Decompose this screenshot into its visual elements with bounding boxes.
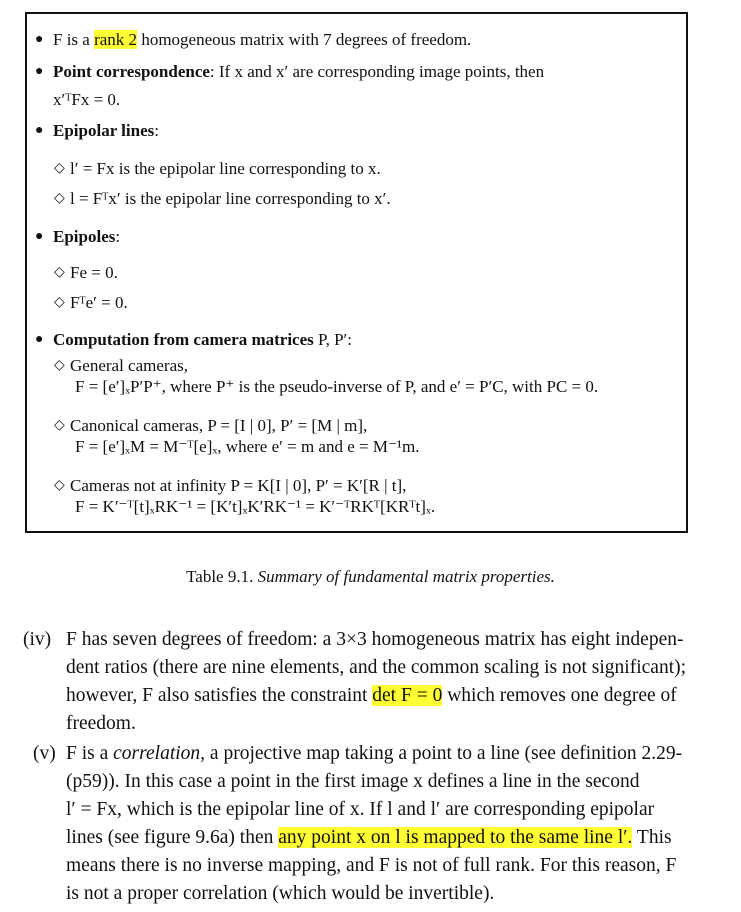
- colon: :: [154, 121, 159, 140]
- point-correspondence-equation: x′ᵀFx = 0.: [53, 90, 121, 109]
- item-v-line: (p59)). In this case a point in the first image x defines a line in the second: [66, 771, 640, 792]
- diamond-bullet: ◇: [54, 358, 65, 373]
- item-iv-line: F has seven degrees of freedom: a 3×3 homogeneous matrix has eight indepen-: [66, 629, 684, 650]
- general-cameras-equation: F = [e′]ₓP′P⁺, where P⁺ is the pseudo-inverse of P, and e′ = P′C, with PC = 0.: [75, 377, 599, 396]
- item-number-v: (v): [33, 743, 56, 764]
- item-v-line: means there is no inverse mapping, and F is not of full rank. For this reason, F: [66, 855, 677, 876]
- computation-heading: [53, 329, 352, 351]
- epipoles-label: Epipoles: [53, 227, 116, 246]
- rank-pre: F is a: [53, 30, 90, 49]
- bullet-dot: ●: [35, 123, 44, 138]
- bullet-dot: ●: [35, 332, 44, 347]
- rank-line: [53, 29, 471, 51]
- caption-label: Table 9.1.: [186, 567, 254, 586]
- epipolar-lines-label: Epipolar lines: [53, 121, 155, 140]
- bullet-dot: ●: [35, 229, 44, 244]
- item-v-line: l′ = Fx, which is the epipolar line of x. If l and l′ are corresponding epipolar: [66, 799, 655, 820]
- l1-em: correlation: [113, 743, 201, 764]
- cameras-not-at-infinity-equation: F = K′⁻ᵀ[t]ₓRK⁻¹ = [K′t]ₓK′RK⁻¹ = K′⁻ᵀRKᵀ[KRᵀt]ₓ.: [75, 497, 436, 516]
- l3-post: which removes one degree of: [447, 685, 677, 706]
- diamond-bullet: ◇: [54, 265, 65, 280]
- diamond-bullet: ◇: [54, 295, 65, 310]
- item-iv-line: dent ratios (there are nine elements, and the common scaling is not significant);: [66, 657, 687, 678]
- item-number-iv: (iv): [23, 629, 52, 650]
- colon: :: [115, 227, 121, 246]
- item-v-line: is not a proper correlation (which would be invertible).: [66, 883, 495, 904]
- epipole-item: Fe = 0.: [70, 263, 118, 282]
- general-cameras-title: General cameras,: [70, 356, 188, 375]
- table-caption: [0, 567, 741, 587]
- epipolar-line-item: l = Fᵀx′ is the epipolar line corresponding to x′.: [70, 189, 391, 208]
- item-iv-line: [66, 682, 677, 710]
- bullet-dot: ●: [35, 32, 44, 47]
- canonical-cameras-equation: F = [e′]ₓM = M⁻ᵀ[e]ₓ, where e′ = m and e = M⁻¹m.: [75, 437, 420, 456]
- item-v-line: [66, 740, 682, 768]
- rank-post: homogeneous matrix with 7 degrees of freedom.: [141, 30, 472, 49]
- computation-label: Computation from camera matrices: [53, 330, 314, 349]
- det-highlight: det F = 0: [372, 685, 443, 706]
- cameras-not-at-infinity-title: Cameras not at infinity P = K[I | 0], P′ = K′[R | t],: [70, 476, 407, 495]
- l4-pre: lines (see figure 9.6a) then: [66, 827, 274, 848]
- epipole-item: Fᵀe′ = 0.: [70, 293, 128, 312]
- l3-pre: however, F also satisfies the constraint: [66, 685, 368, 706]
- item-iv-line: freedom.: [66, 713, 136, 734]
- bullet-dot: ●: [35, 64, 44, 79]
- diamond-bullet: ◇: [54, 418, 65, 433]
- epipoles-heading: [53, 226, 120, 248]
- item-v-line: [66, 824, 672, 852]
- mapping-highlight: any point x on l is mapped to the same line l′.: [278, 827, 633, 848]
- rank-highlight: rank 2: [94, 30, 138, 49]
- point-correspondence-text: : If x and x′ are corresponding image points, then: [209, 62, 545, 81]
- l1-post: , a projective map taking a point to a line (see definition 2.29-: [200, 743, 683, 764]
- point-correspondence-label: Point correspondence: [53, 62, 210, 81]
- diamond-bullet: ◇: [54, 478, 65, 493]
- diamond-bullet: ◇: [54, 161, 65, 176]
- epipolar-lines-heading: [53, 120, 159, 142]
- l4-post: This: [636, 827, 672, 848]
- point-correspondence-line: [53, 61, 544, 83]
- epipolar-line-item: l′ = Fx is the epipolar line corresponding to x.: [70, 159, 381, 178]
- caption-text: Summary of fundamental matrix properties.: [257, 567, 555, 586]
- l1-pre: F is a: [66, 743, 109, 764]
- diamond-bullet: ◇: [54, 191, 65, 206]
- canonical-cameras-title: Canonical cameras, P = [I | 0], P′ = [M | m],: [70, 416, 368, 435]
- computation-suffix: P, P′:: [313, 330, 352, 349]
